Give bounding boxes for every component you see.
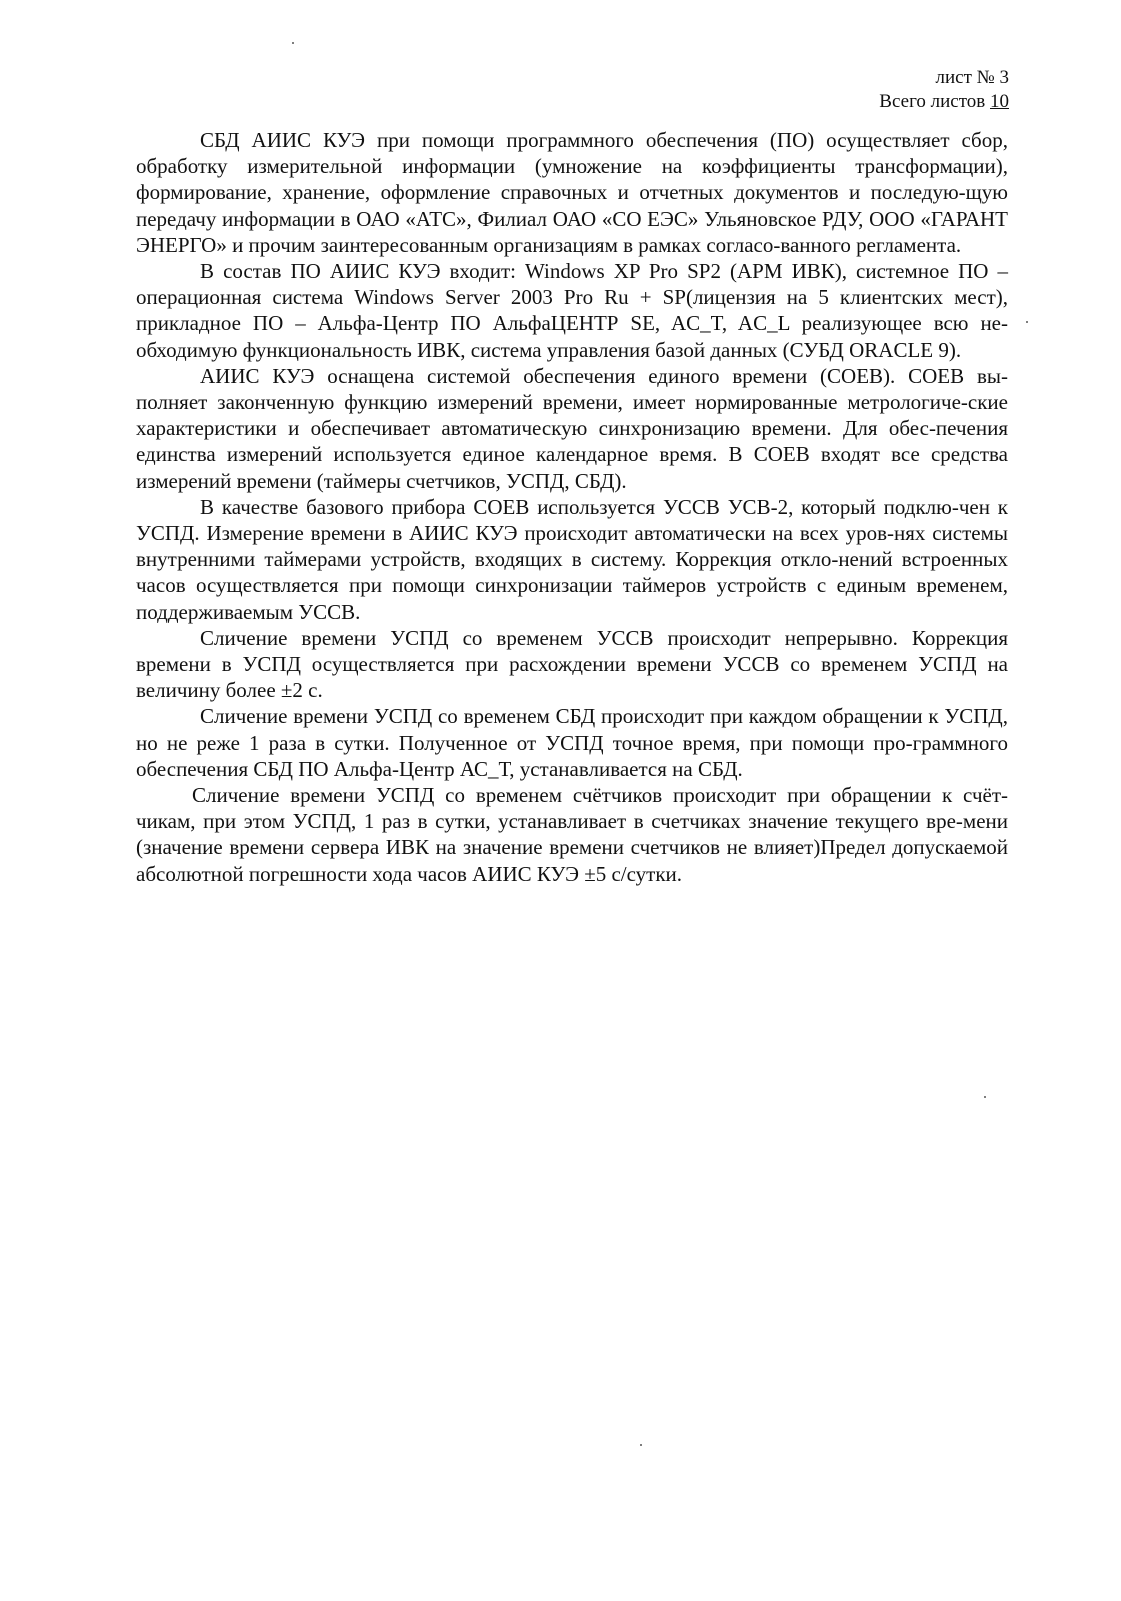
total-sheets-label: Всего листов: [879, 91, 990, 112]
scan-speck: [640, 1444, 642, 1446]
scan-speck: [1026, 321, 1028, 323]
paragraph-ussv-sync: Сличение времени УСПД со временем УССВ происходит непрерывно. Коррекция времени в УСПД осуществляется при расхождении времени УССВ со временем УСПД на величину более ±2 с.: [136, 625, 1008, 703]
paragraph-meter-sync: Сличение времени УСПД со временем счётчиков происходит при обращении к счёт-чикам, при этом УСПД, 1 раз в сутки, устанавливает в счетчиках значение текущего вре-мени (значение времени сервера ИВК на значение времени счетчиков не влияет)Предел допускаемой абсолютной погрешности хода часов АИИС КУЭ ±5 с/сутки.: [136, 783, 1008, 886]
paragraph-soev: АИИС КУЭ оснащена системой обеспечения единого времени (СОЕВ). СОЕВ вы-полняет законченную функцию измерений времени, имеет нормированные метрологиче-ские характеристики и обеспечивает автоматическую синхронизацию времени. Для обес-печения единства измерений используется единое календарное время. В СОЕВ входят все средства измерений времени (таймеры счетчиков, УСПД, СБД).: [136, 363, 1008, 493]
paragraph-software-composition: В состав ПО АИИС КУЭ входит: Windows XP Pro SP2 (АРМ ИВК), системное ПО – операционная система Windows Server 2003 Pro Ru + SP(лицензия на 5 клиентских мест), прикладное ПО – Альфа-Центр ПО АльфаЦЕНТР SE, AC_T, AC_L реализующее всю не-обходимую функциональность ИВК, система управления базой данных (СУБД ORACLE 9).: [136, 259, 1008, 362]
paragraph-sbd-sync: Сличение времени УСПД со временем СБД происходит при каждом обращении к УСПД, но не реже 1 раза в сутки. Полученное от УСПД точное время, при помощи про-граммного обеспечения СБД ПО Альфа-Центр АС_Т, устанавливается на СБД.: [136, 704, 1008, 781]
paragraph-sbd-software: СБД АИИС КУЭ при помощи программного обеспечения (ПО) осуществляет сбор, обработку измерительной информации (умножение на коэффициенты трансформации), формирование, хранение, оформление справочных и отчетных документов и последую-щую передачу информации в ОАО «АТС», Филиал ОАО «СО ЕЭС» Ульяновское РДУ, ООО «ГАРАНТ ЭНЕРГО» и прочим заинтересованным организациям в рамках согласо-ванного регламента.: [136, 128, 1008, 257]
paragraph-base-device: В качестве базового прибора СОЕВ используется УССВ УСВ-2, который подклю-чен к УСПД. Измерение времени в АИИС КУЭ происходит автоматически на всех уров-нях системы внутренними таймерами устройств, входящих в систему. Коррекция откло-нений встроенных часов осуществляется при помощи синхронизации таймеров устройств с единым временем, поддерживаемым УССВ.: [136, 494, 1008, 624]
total-sheets-value: 10: [990, 91, 1009, 112]
scan-speck: [984, 1096, 986, 1098]
document-body: [136, 127, 1008, 887]
sheet-number: лист № 3: [935, 67, 1009, 88]
scan-speck: [292, 42, 294, 44]
page-header: [879, 66, 1009, 114]
total-sheets: [879, 90, 1009, 114]
